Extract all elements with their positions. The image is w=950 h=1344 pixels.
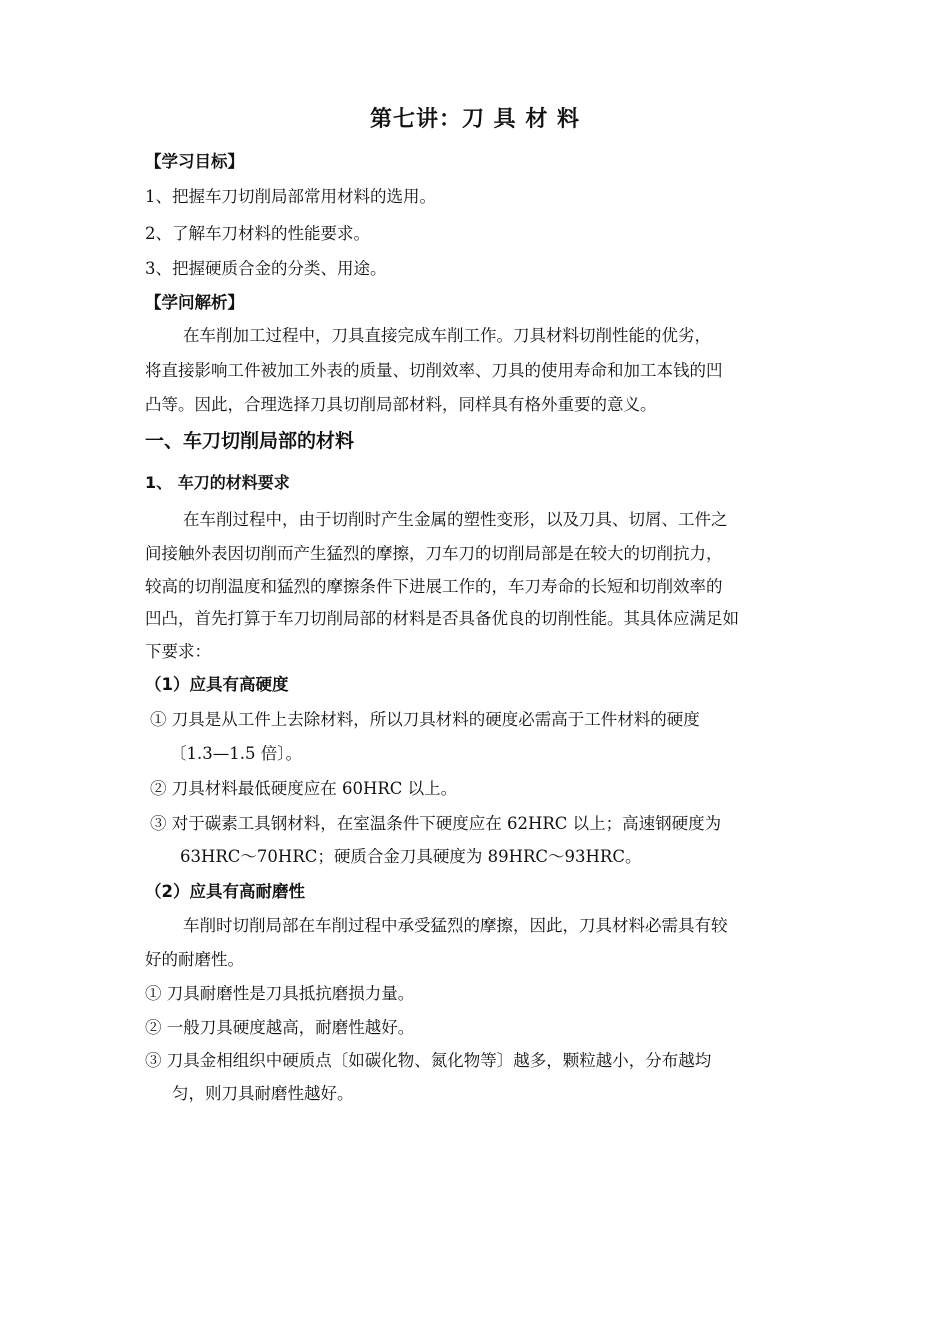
section-label-objectives: 【学习目标】 <box>145 152 244 171</box>
objective-item-2: 2、了解车刀材料的性能要求。 <box>145 224 370 243</box>
hardness-item-3-continued: 63HRC～70HRC；硬质合金刀具硬度为 89HRC～93HRC。 <box>180 847 642 866</box>
intro-paragraph-line: 在车削加工过程中，刀具直接完成车削工作。刀具材料切削性能的优劣， <box>183 326 711 345</box>
subheading-high-hardness: （1）应具有高硬度 <box>145 675 289 694</box>
hardness-item-1-continued: 〔1.3—1.5 倍〕。 <box>170 744 302 763</box>
wear-item-3-continued: 匀，则刀具耐磨性越好。 <box>172 1084 354 1103</box>
requirements-paragraph-line: 凹凸，首先打算于车刀切削局部的材料是否具备优良的切削性能。其具体应满足如 <box>145 609 739 628</box>
requirements-paragraph-line: 在车削过程中，由于切削时产生金属的塑性变形，以及刀具、切屑、工件之 <box>183 510 728 529</box>
hardness-item-2: ② 刀具材料最低硬度应在 60HRC 以上。 <box>150 779 458 798</box>
subheading-material-requirements: 1、 车刀的材料要求 <box>145 473 290 492</box>
objective-item-1: 1、把握车刀切削局部常用材料的选用。 <box>145 187 436 206</box>
wear-paragraph-line: 好的耐磨性。 <box>145 950 244 969</box>
hardness-item-1: ① 刀具是从工件上去除材料，所以刀具材料的硬度必需高于工件材料的硬度 <box>150 710 700 729</box>
intro-paragraph-line: 将直接影响工件被加工外表的质量、切削效率、刀具的使用寿命和加工本钱的凹 <box>145 361 723 380</box>
section-label-analysis: 【学问解析】 <box>145 293 244 312</box>
subheading-wear-resistance: （2）应具有高耐磨性 <box>145 882 305 901</box>
requirements-paragraph-line: 较高的切削温度和猛烈的摩擦条件下进展工作的，车刀寿命的长短和切削效率的 <box>145 577 723 596</box>
page-title: 第七讲：刀 具 材 料 <box>370 107 580 132</box>
requirements-paragraph-line: 间接触外表因切削而产生猛烈的摩擦，刀车刀的切削局部是在较大的切削抗力， <box>145 544 723 563</box>
wear-item-3: ③ 刀具金相组织中硬质点〔如碳化物、氮化物等〕越多，颗粒越小，分布越均 <box>145 1051 712 1070</box>
wear-item-2: ② 一般刀具硬度越高，耐磨性越好。 <box>145 1018 415 1037</box>
wear-paragraph-line: 车削时切削局部在车削过程中承受猛烈的摩擦，因此，刀具材料必需具有较 <box>183 916 728 935</box>
hardness-item-3: ③ 对于碳素工具钢材料，在室温条件下硬度应在 62HRC 以上；高速钢硬度为 <box>150 814 722 833</box>
intro-paragraph-line: 凸等。因此，合理选择刀具切削局部材料，同样具有格外重要的意义。 <box>145 395 657 414</box>
requirements-paragraph-line: 下要求： <box>145 642 211 661</box>
heading-cutting-material: 一、车刀切削局部的材料 <box>145 430 355 452</box>
objective-item-3: 3、把握硬质合金的分类、用途。 <box>145 259 387 278</box>
wear-item-1: ① 刀具耐磨性是刀具抵抗磨损力量。 <box>145 984 415 1003</box>
